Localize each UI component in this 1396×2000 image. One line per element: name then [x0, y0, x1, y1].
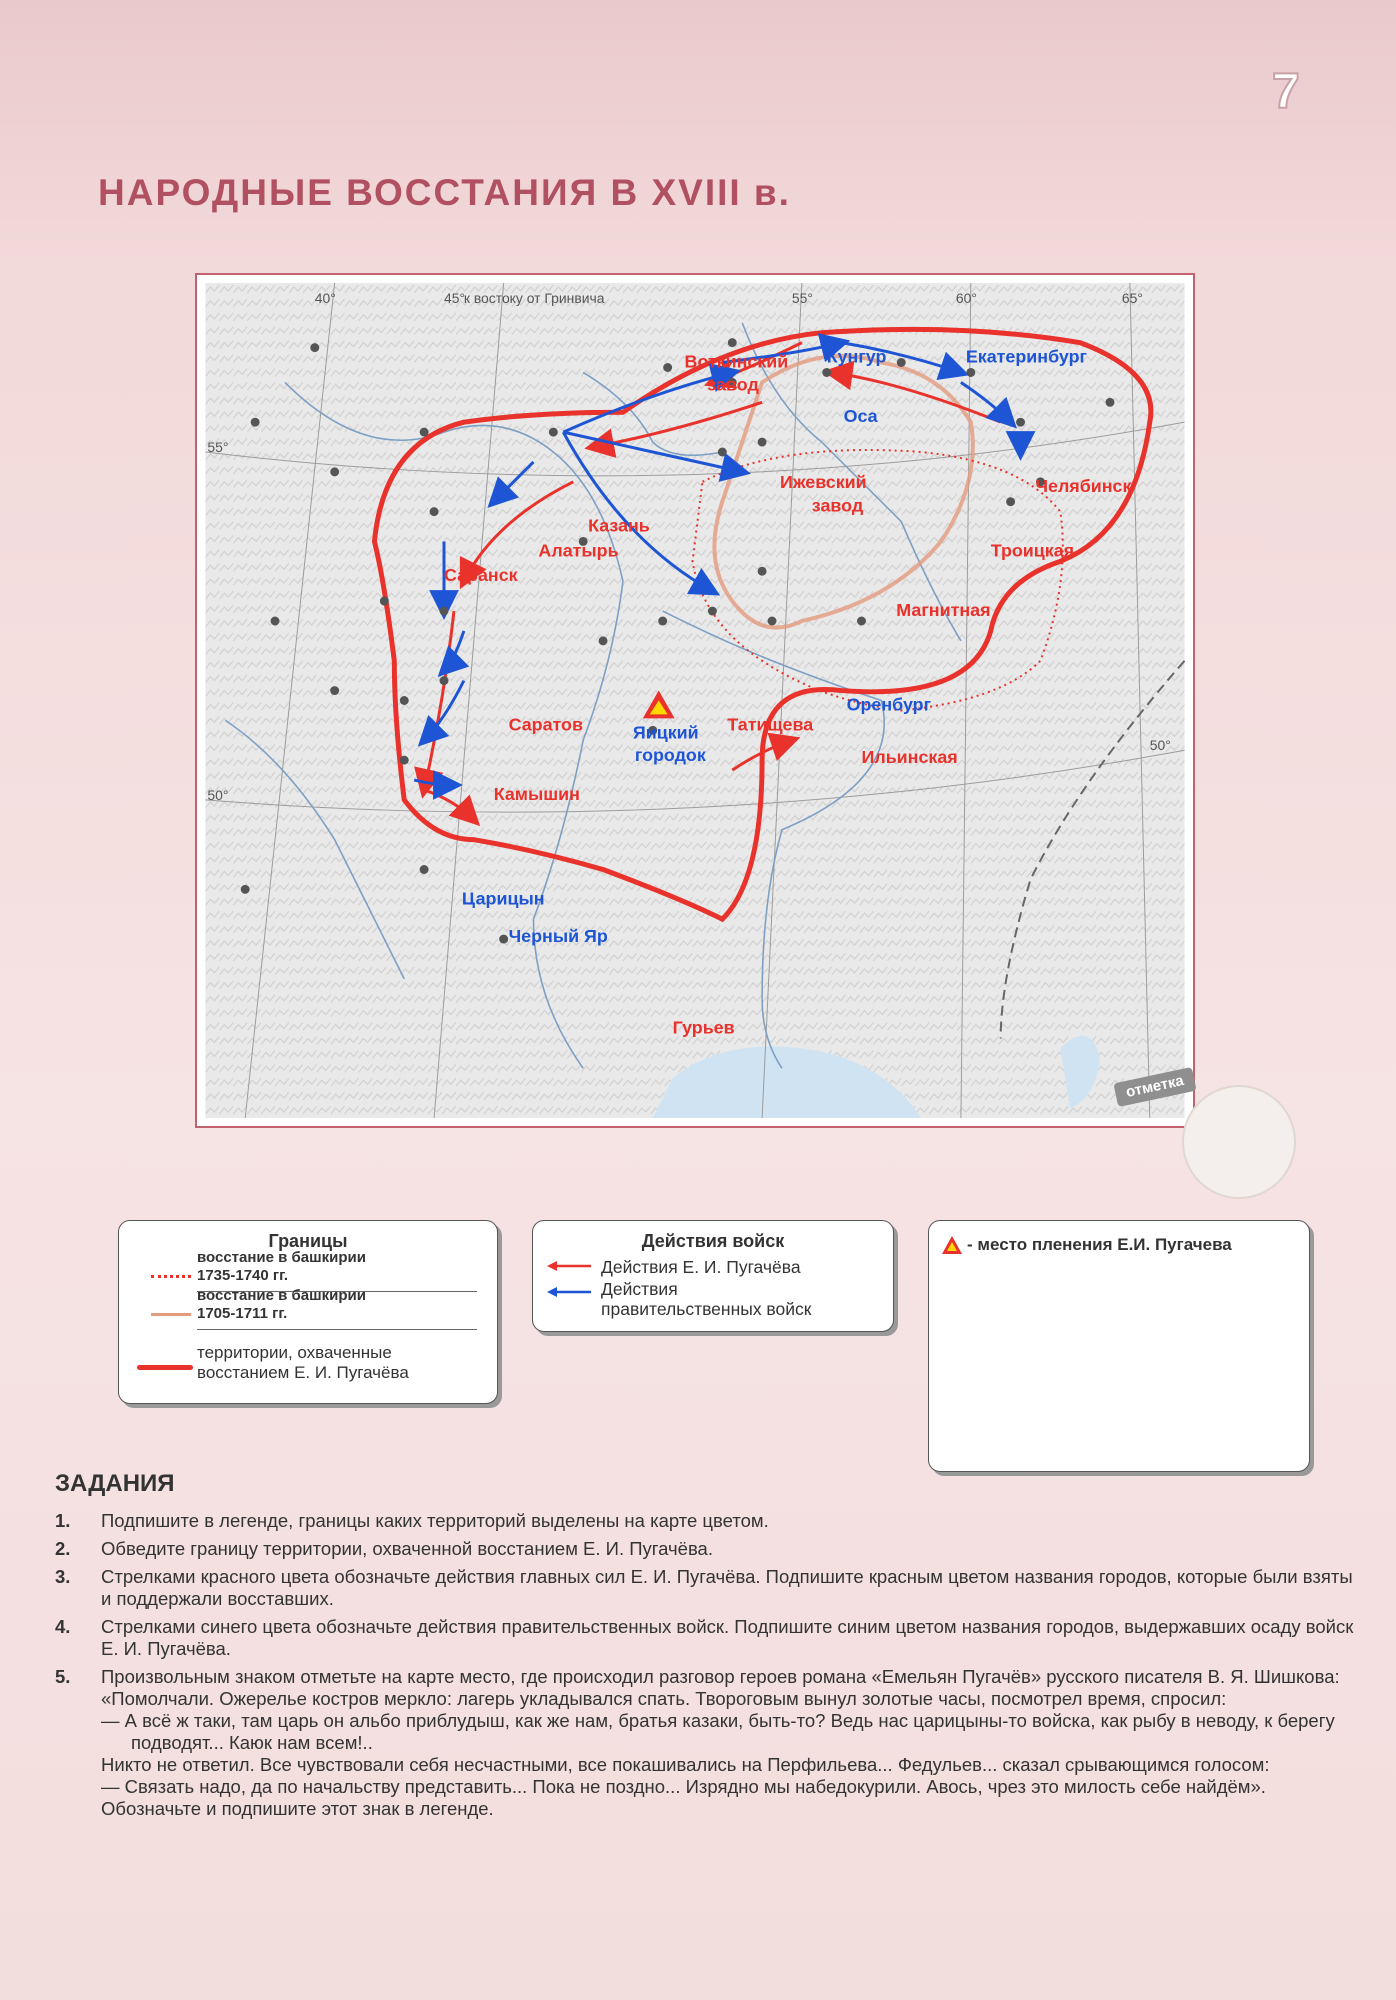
legend-item-label: территории, охваченные	[197, 1343, 392, 1362]
task-item	[55, 1616, 1355, 1660]
write-line[interactable]	[197, 1329, 477, 1330]
bashkir-1735-line-sample	[151, 1275, 191, 1278]
task-number: 1.	[55, 1510, 71, 1531]
city-label-izhevsk: Ижевский	[779, 471, 867, 492]
degree-label: 65°	[1121, 289, 1143, 306]
quote-paragraph: «Помолчали. Ожерелье костров меркло: лагерь укладывался спать. Твороговым вынул золотые часы, посмотрел время, спросил:	[101, 1688, 1227, 1709]
legend-actions-title: Действия войск	[641, 1231, 785, 1251]
task-text: Стрелками красного цвета обозначьте действия главных сил Е. И. Пугачёва. Подпишите красным цветом названия городов, которые были взяты и поддержали восставших.	[101, 1566, 1353, 1609]
city-label-votkinsk-zavod: завод	[707, 374, 759, 395]
legend-item-years: 1735-1740 гг.	[197, 1267, 289, 1284]
longitude-note: к востоку от Гринвича	[463, 289, 605, 306]
degree-label: 40°	[314, 289, 336, 306]
city-label-yaitsky-gorodok: городок	[634, 745, 706, 766]
quote-paragraph: Обозначьте и подпишите этот знак в легенде.	[101, 1798, 494, 1819]
pugachev-arrow-sample	[545, 1259, 595, 1273]
degree-label: 60°	[955, 289, 977, 306]
quote-paragraph: Никто не ответил. Все чувствовали себя несчастными, все покашивались на Перфильева... Федульев... сказал срывающимся голосом:	[101, 1754, 1270, 1775]
legend-item-bashkir-1735	[197, 1249, 366, 1285]
city-label-osa: Оса	[843, 406, 878, 427]
legend-item-label: восстание в башкирии	[197, 1249, 366, 1266]
city-label-saransk: Саранск	[444, 565, 518, 586]
bashkir-1705-line-sample	[151, 1313, 191, 1316]
legend-item-bashkir-1705	[197, 1287, 366, 1323]
legend-actions	[532, 1220, 894, 1332]
page-number: 7	[1272, 63, 1300, 119]
city-label-tatishcheva: Татищева	[727, 714, 814, 735]
pugachev-territory-line-sample	[137, 1365, 193, 1370]
capture-triangle-icon	[941, 1235, 963, 1255]
city-label-magnitnaya: Магнитная	[896, 600, 991, 621]
map	[195, 273, 1195, 1128]
city-label-kamyshin: Камышин	[493, 783, 580, 804]
task-number: 2.	[55, 1538, 71, 1559]
city-label-votkinsk: Воткинский	[684, 351, 789, 372]
city-label-kungur: Кунгур	[826, 346, 887, 367]
map-canvas	[205, 283, 1185, 1118]
task-number: 3.	[55, 1566, 71, 1587]
legend-item-label: восстание в башкирии	[197, 1287, 366, 1304]
quote-paragraph: — Связать надо, да по начальству представить... Пока не поздно... Изрядно мы набедокурили. Авось, чрез это милость себе найдём».	[101, 1776, 1266, 1797]
city-label-chelyabinsk: Челябинск	[1035, 475, 1132, 496]
legend-borders-title: Границы	[268, 1231, 348, 1251]
degree-label: 45°	[444, 289, 466, 306]
tasks-section	[55, 1470, 1355, 1826]
legend-item-government-actions	[601, 1279, 811, 1319]
legend-item-pugachev-actions: Действия Е. И. Пугачёва	[601, 1257, 801, 1277]
degree-label: 50°	[1149, 737, 1171, 754]
task-number: 4.	[55, 1616, 71, 1637]
city-label-cherny-yar: Черный Яр	[508, 926, 608, 947]
city-label-saratov: Саратов	[508, 714, 583, 735]
task-item	[55, 1538, 1355, 1560]
mark-circle[interactable]	[1182, 1085, 1296, 1199]
task-text: Обведите границу территории, охваченной восстанием Е. И. Пугачёва.	[101, 1538, 713, 1559]
city-label-orenburg: Оренбург	[846, 694, 932, 715]
degree-label: 55°	[791, 289, 813, 306]
degree-label: 55°	[207, 438, 229, 455]
legend-item-label: правительственных войск	[601, 1299, 812, 1319]
task-item	[55, 1666, 1355, 1820]
terrain	[205, 283, 1184, 1118]
quote-paragraph: — А всё ж таки, там царь он альбо приблудыш, как же нам, братья казаки, быть-то? Ведь нас царицыны-то войска, как рыбу в неводу, к берегу подводят... Каюк нам всем!..	[101, 1710, 1335, 1753]
city-label-yekaterinburg: Екатеринбург	[965, 346, 1087, 367]
task-item	[55, 1510, 1355, 1532]
legend-capture[interactable]	[928, 1220, 1310, 1472]
legend-capture-label: - место пленения Е.И. Пугачева	[967, 1235, 1232, 1254]
degree-label: 50°	[207, 786, 229, 803]
city-label-troitskaya: Троицкая	[990, 540, 1075, 561]
legend-item-pugachev-territory	[197, 1343, 409, 1383]
government-arrow-sample	[545, 1285, 595, 1299]
task-text: Произвольным знаком отметьте на карте место, где происходил разговор героев романа «Емельян Пугачёв» русского писателя В. Я. Шишкова:	[101, 1666, 1340, 1687]
legend-item-label: восстанием Е. И. Пугачёва	[197, 1363, 409, 1382]
legend-borders	[118, 1220, 498, 1404]
task-number: 5.	[55, 1666, 71, 1687]
legend-item-years: 1705-1711 гг.	[197, 1305, 288, 1322]
task-item	[55, 1566, 1355, 1610]
page-title: НАРОДНЫЕ ВОССТАНИЯ В XVIII в.	[98, 172, 791, 213]
mark-badge: отметка	[1113, 1067, 1196, 1107]
city-label-izhevsk-zavod: завод	[811, 495, 864, 516]
city-label-ilyinskaya: Ильинская	[861, 747, 958, 768]
city-label-yaitsky: Яицкий	[632, 722, 699, 743]
city-label-alatyr: Алатырь	[538, 540, 619, 561]
tasks-title: ЗАДАНИЯ	[55, 1470, 175, 1497]
legend-item-label: Действия	[601, 1279, 678, 1299]
task-text: Стрелками синего цвета обозначьте действия правительственных войск. Подпишите синим цветом названия городов, выдержавших осаду войск Е. И. Пугачёва.	[101, 1616, 1354, 1659]
city-label-tsaritsyn: Царицын	[461, 888, 545, 909]
city-label-guryev: Гурьев	[672, 1017, 735, 1038]
city-label-kazan: Казань	[588, 515, 650, 536]
task-text: Подпишите в легенде, границы каких территорий выделены на карте цветом.	[101, 1510, 769, 1531]
